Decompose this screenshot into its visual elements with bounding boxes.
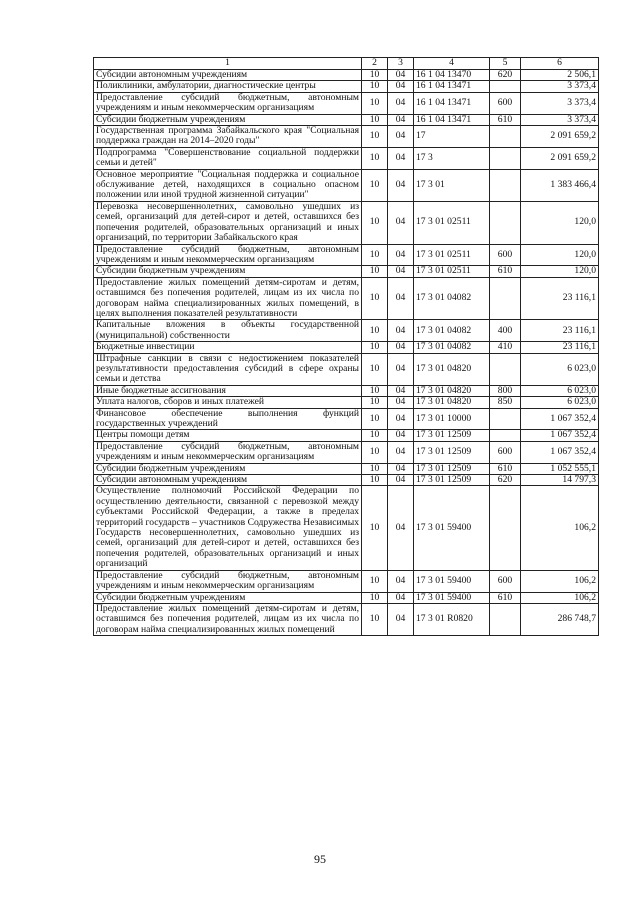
target-article-cell: 17 [414,126,490,148]
amount-cell: 14 797,3 [521,475,599,486]
expense-type-cell [490,126,521,148]
row-name-cell: Подпрограмма "Совершенствование социальной поддержки семьи и детей" [94,147,362,169]
row-name-cell: Капитальные вложения в объекты государственной (муниципальной) собственности [94,320,362,342]
expense-type-cell: 610 [490,463,521,474]
subsection-code-cell: 04 [388,320,414,342]
subsection-code-cell: 04 [388,342,414,353]
column-header: 1 [94,58,362,70]
amount-cell: 106,2 [521,592,599,603]
row-name-cell: Перевозка несовершеннолетних, самовольно ушедших из семей, организаций для детей-сирот и детей, оставшихся без попечения родителей, образовательных организаций и иных организаций, по территории Забайкальского края [94,201,362,244]
section-code-cell: 10 [362,266,388,277]
section-code-cell: 10 [362,277,388,320]
table-row [94,126,599,148]
row-name-cell: Осуществление полномочий Российской Федерации по осуществлению деятельности, связанной с перевозкой между субъектами Российской Федерации, а также в пределах территорий государств – участников Содружества Независимых Государств несовершеннолетних, самовольно ушедших из семей, организаций для детей-сирот и детей, оставшихся без попечения родителей, образовательных организаций и иных организаций [94,486,362,570]
target-article-cell: 17 3 01 04820 [414,397,490,408]
table-row [94,603,599,635]
section-code-cell: 10 [362,408,388,430]
column-header: 5 [490,58,521,70]
target-article-cell: 17 3 01 04820 [414,353,490,385]
section-code-cell: 10 [362,463,388,474]
section-code-cell: 10 [362,244,388,266]
target-article-cell: 17 3 01 10000 [414,408,490,430]
section-code-cell: 10 [362,126,388,148]
section-code-cell: 10 [362,385,388,396]
table-row [94,441,599,463]
section-code-cell: 10 [362,320,388,342]
amount-cell: 3 373,4 [521,114,599,125]
row-name-cell: Основное мероприятие "Социальная поддержка и социальное обслуживание детей, находящихся в социально опасном положении или иной трудной жизненной ситуации" [94,169,362,201]
amount-cell: 1 383 466,4 [521,169,599,201]
amount-cell: 3 373,4 [521,92,599,114]
row-name-cell: Субсидии бюджетным учреждениям [94,592,362,603]
expense-type-cell: 610 [490,114,521,125]
section-code-cell: 10 [362,570,388,592]
table-row [94,397,599,408]
table-row [94,463,599,474]
amount-cell: 2 091 659,2 [521,126,599,148]
table-row [94,385,599,396]
row-name-cell: Субсидии бюджетным учреждениям [94,114,362,125]
amount-cell: 1 067 352,4 [521,441,599,463]
table-row [94,92,599,114]
expense-type-cell [490,486,521,570]
row-name-cell: Бюджетные инвестиции [94,342,362,353]
expense-type-cell: 400 [490,320,521,342]
expense-type-cell: 610 [490,266,521,277]
target-article-cell: 17 3 01 04082 [414,277,490,320]
amount-cell: 120,0 [521,201,599,244]
table-row [94,266,599,277]
column-header: 6 [521,58,599,70]
subsection-code-cell: 04 [388,353,414,385]
row-name-cell: Государственная программа Забайкальского края "Социальная поддержка граждан на 2014–2020 годы" [94,126,362,148]
expense-type-cell [490,201,521,244]
row-name-cell: Уплата налогов, сборов и иных платежей [94,397,362,408]
amount-cell: 1 067 352,4 [521,430,599,441]
target-article-cell: 17 3 01 04820 [414,385,490,396]
budget-table [93,57,599,636]
section-code-cell: 10 [362,147,388,169]
target-article-cell: 17 3 01 [414,169,490,201]
table-row [94,320,599,342]
subsection-code-cell: 04 [388,244,414,266]
section-code-cell: 10 [362,592,388,603]
subsection-code-cell: 04 [388,81,414,92]
amount-cell: 106,2 [521,570,599,592]
expense-type-cell: 610 [490,592,521,603]
section-code-cell: 10 [362,353,388,385]
section-code-cell: 10 [362,486,388,570]
target-article-cell: 17 3 01 59400 [414,570,490,592]
section-code-cell: 10 [362,81,388,92]
subsection-code-cell: 04 [388,570,414,592]
expense-type-cell: 600 [490,570,521,592]
subsection-code-cell: 04 [388,385,414,396]
section-code-cell: 10 [362,430,388,441]
table-header-row [94,58,599,70]
table-row [94,486,599,570]
expense-type-cell: 410 [490,342,521,353]
subsection-code-cell: 04 [388,147,414,169]
amount-cell: 120,0 [521,244,599,266]
table-row [94,70,599,81]
amount-cell: 3 373,4 [521,81,599,92]
subsection-code-cell: 04 [388,592,414,603]
section-code-cell: 10 [362,441,388,463]
section-code-cell: 10 [362,342,388,353]
amount-cell: 286 748,7 [521,603,599,635]
table-row [94,342,599,353]
target-article-cell: 17 3 01 59400 [414,486,490,570]
target-article-cell: 16 1 04 13470 [414,70,490,81]
expense-type-cell [490,353,521,385]
subsection-code-cell: 04 [388,70,414,81]
subsection-code-cell: 04 [388,408,414,430]
amount-cell: 6 023,0 [521,385,599,396]
target-article-cell: 17 3 01 12509 [414,475,490,486]
table-row [94,353,599,385]
row-name-cell: Предоставление субсидий бюджетным, автономным учреждениям и иным некоммерческим организациям [94,92,362,114]
subsection-code-cell: 04 [388,201,414,244]
amount-cell: 1 052 555,1 [521,463,599,474]
row-name-cell: Предоставление субсидий бюджетным, автономным учреждениям и иным некоммерческим организациям [94,570,362,592]
expense-type-cell [490,603,521,635]
target-article-cell: 17 3 01 59400 [414,592,490,603]
target-article-cell: 17 3 01 02511 [414,266,490,277]
section-code-cell: 10 [362,603,388,635]
amount-cell: 120,0 [521,266,599,277]
expense-type-cell [490,147,521,169]
row-name-cell: Субсидии бюджетным учреждениям [94,463,362,474]
target-article-cell: 17 3 01 12509 [414,463,490,474]
target-article-cell: 17 3 01 12509 [414,441,490,463]
amount-cell: 23 116,1 [521,320,599,342]
subsection-code-cell: 04 [388,603,414,635]
section-code-cell: 10 [362,114,388,125]
row-name-cell: Финансовое обеспечение выполнения функций государственных учреждений [94,408,362,430]
target-article-cell: 16 1 04 13471 [414,92,490,114]
table-row [94,147,599,169]
subsection-code-cell: 04 [388,126,414,148]
subsection-code-cell: 04 [388,441,414,463]
row-name-cell: Поликлиники, амбулатории, диагностические центры [94,81,362,92]
row-name-cell: Предоставление субсидий бюджетным, автономным учреждениям и иным некоммерческим организациям [94,244,362,266]
table-row [94,592,599,603]
table-row [94,277,599,320]
row-name-cell: Предоставление жилых помещений детям-сиротам и детям, оставшимся без попечения родителей, лицам из их числа по договорам найма специализированных жилых помещений, в целях выполнения показателей результативности [94,277,362,320]
target-article-cell: 16 1 04 13471 [414,81,490,92]
target-article-cell: 17 3 01 12509 [414,430,490,441]
table-row [94,570,599,592]
subsection-code-cell: 04 [388,266,414,277]
target-article-cell: 17 3 01 R0820 [414,603,490,635]
amount-cell: 6 023,0 [521,353,599,385]
row-name-cell: Предоставление жилых помещений детям-сиротам и детям, оставшимся без попечения родителей, лицам из их числа по договорам найма специализированных жилых помещений [94,603,362,635]
subsection-code-cell: 04 [388,397,414,408]
expense-type-cell: 850 [490,397,521,408]
row-name-cell: Иные бюджетные ассигнования [94,385,362,396]
table-row [94,81,599,92]
section-code-cell: 10 [362,475,388,486]
expense-type-cell: 600 [490,244,521,266]
amount-cell: 2 506,1 [521,70,599,81]
target-article-cell: 16 1 04 13471 [414,114,490,125]
amount-cell: 106,2 [521,486,599,570]
expense-type-cell [490,81,521,92]
table-row [94,408,599,430]
expense-type-cell [490,169,521,201]
subsection-code-cell: 04 [388,277,414,320]
subsection-code-cell: 04 [388,430,414,441]
column-header: 4 [414,58,490,70]
amount-cell: 2 091 659,2 [521,147,599,169]
target-article-cell: 17 3 01 04082 [414,320,490,342]
column-header: 2 [362,58,388,70]
expense-type-cell: 600 [490,92,521,114]
subsection-code-cell: 04 [388,475,414,486]
column-header: 3 [388,58,414,70]
target-article-cell: 17 3 01 04082 [414,342,490,353]
table-row [94,244,599,266]
amount-cell: 6 023,0 [521,397,599,408]
table-row [94,169,599,201]
expense-type-cell: 620 [490,70,521,81]
table-row [94,114,599,125]
row-name-cell: Субсидии бюджетным учреждениям [94,266,362,277]
subsection-code-cell: 04 [388,463,414,474]
subsection-code-cell: 04 [388,92,414,114]
amount-cell: 23 116,1 [521,342,599,353]
table-row [94,201,599,244]
row-name-cell: Субсидии автономным учреждениям [94,475,362,486]
expense-type-cell [490,408,521,430]
section-code-cell: 10 [362,201,388,244]
table-row [94,475,599,486]
amount-cell: 1 067 352,4 [521,408,599,430]
page-number: 95 [314,852,326,866]
target-article-cell: 17 3 01 02511 [414,201,490,244]
table-row [94,430,599,441]
row-name-cell: Центры помощи детям [94,430,362,441]
subsection-code-cell: 04 [388,486,414,570]
table-body [94,70,599,636]
expense-type-cell: 620 [490,475,521,486]
target-article-cell: 17 3 [414,147,490,169]
section-code-cell: 10 [362,397,388,408]
row-name-cell: Субсидии автономным учреждениям [94,70,362,81]
section-code-cell: 10 [362,92,388,114]
row-name-cell: Предоставление субсидий бюджетным, автономным учреждениям и иным некоммерческим организациям [94,441,362,463]
section-code-cell: 10 [362,169,388,201]
expense-type-cell: 600 [490,441,521,463]
subsection-code-cell: 04 [388,114,414,125]
expense-type-cell: 800 [490,385,521,396]
row-name-cell: Штрафные санкции в связи с недостижением показателей результативности предоставления субсидий в сфере охраны семьи и детства [94,353,362,385]
subsection-code-cell: 04 [388,169,414,201]
target-article-cell: 17 3 01 02511 [414,244,490,266]
expense-type-cell [490,430,521,441]
amount-cell: 23 116,1 [521,277,599,320]
expense-type-cell [490,277,521,320]
section-code-cell: 10 [362,70,388,81]
